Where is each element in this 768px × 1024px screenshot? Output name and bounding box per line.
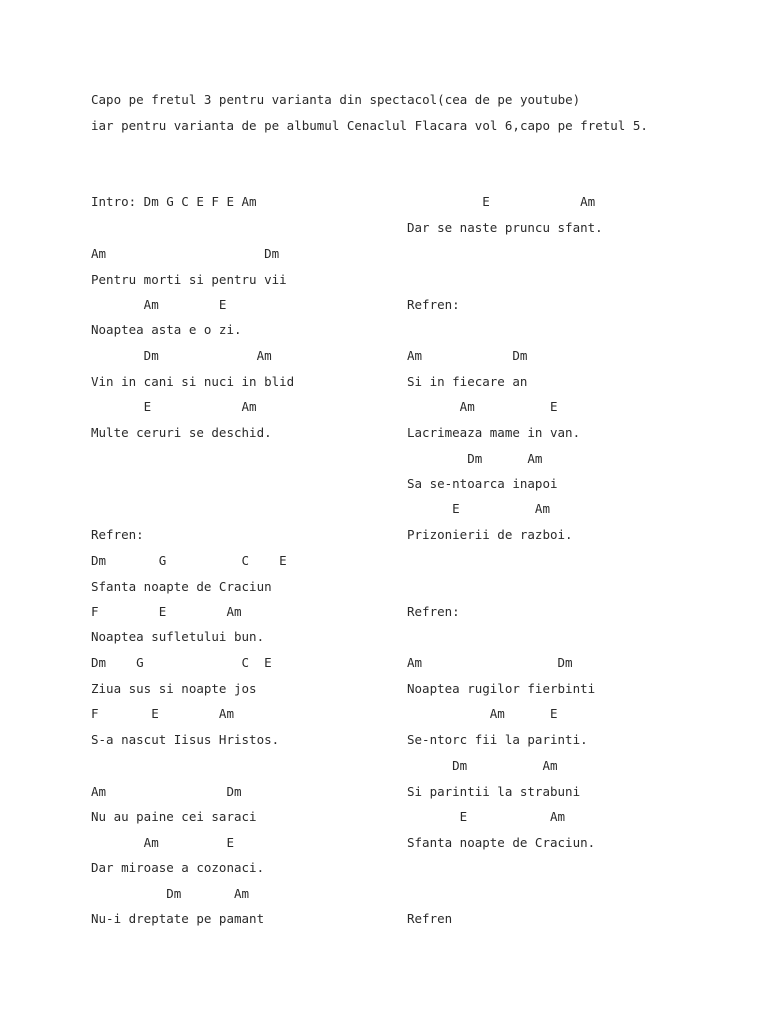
lyric-line: Dar miroase a cozonaci. bbox=[91, 860, 265, 875]
lyric-line: Multe ceruri se deschid. bbox=[91, 425, 272, 440]
lyric-line: Sfanta noapte de Craciun bbox=[91, 579, 272, 594]
chord-line: Am E bbox=[91, 297, 227, 312]
lyric-line: Nu au paine cei saraci bbox=[91, 809, 257, 824]
lyric-line: Si parintii la strabuni bbox=[407, 784, 581, 799]
chord-line: E Am bbox=[407, 809, 566, 824]
chord-line: Am E bbox=[91, 835, 234, 850]
chord-line: Dm G C E bbox=[91, 655, 272, 670]
lyric-line: Prizonierii de razboi. bbox=[407, 527, 573, 542]
chord-line: F E Am bbox=[91, 604, 242, 619]
chord-line: F E Am bbox=[91, 706, 234, 721]
chord-line: Am Dm bbox=[407, 655, 573, 670]
lyric-line: S-a nascut Iisus Hristos. bbox=[91, 732, 280, 747]
chord-line: Dm Am bbox=[407, 451, 543, 466]
chord-line: E Am bbox=[407, 501, 550, 516]
lyric-line: Noaptea sufletului bun. bbox=[91, 629, 265, 644]
lyric-line: Pentru morti si pentru vii bbox=[91, 272, 287, 287]
chord-line: Am Dm bbox=[91, 246, 280, 261]
lyric-line: Vin in cani si nuci in blid bbox=[91, 374, 295, 389]
chord-line: Am Dm bbox=[407, 348, 528, 363]
chord-line: Am E bbox=[407, 706, 558, 721]
lyric-line: Si in fiecare an bbox=[407, 374, 528, 389]
chord-line: Am Dm bbox=[91, 784, 242, 799]
chord-line: E Am bbox=[407, 194, 596, 209]
lyric-line: Ziua sus si noapte jos bbox=[91, 681, 257, 696]
lyric-line: Se-ntorc fii la parinti. bbox=[407, 732, 588, 747]
chord-line: Dm Am bbox=[91, 348, 272, 363]
refrain-label: Refren bbox=[407, 911, 453, 926]
chord-line: E Am bbox=[91, 399, 257, 414]
chord-line: Dm Am bbox=[91, 886, 250, 901]
lyric-line: Nu-i dreptate pe pamant bbox=[91, 911, 265, 926]
refrain-label: Refren: bbox=[407, 604, 460, 619]
refrain-label: Refren: bbox=[91, 527, 144, 542]
lyric-line: Noaptea asta e o zi. bbox=[91, 322, 242, 337]
capo-note-line-1: Capo pe fretul 3 pentru varianta din spectacol(cea de pe youtube) bbox=[91, 92, 581, 107]
lyric-line: Sfanta noapte de Craciun. bbox=[407, 835, 596, 850]
lyric-line: Dar se naste pruncu sfant. bbox=[407, 220, 603, 235]
chord-line: Dm G C E bbox=[91, 553, 287, 568]
refrain-label: Refren: bbox=[407, 297, 460, 312]
chord-line: Dm Am bbox=[407, 758, 558, 773]
intro-chords: Intro: Dm G C E F E Am bbox=[91, 194, 257, 209]
lyric-line: Lacrimeaza mame in van. bbox=[407, 425, 581, 440]
capo-note-line-2: iar pentru varianta de pe albumul Cenaclul Flacara vol 6,capo pe fretul 5. bbox=[91, 118, 648, 133]
lyric-line: Sa se-ntoarca inapoi bbox=[407, 476, 558, 491]
lyric-line: Noaptea rugilor fierbinti bbox=[407, 681, 596, 696]
chord-line: Am E bbox=[407, 399, 558, 414]
